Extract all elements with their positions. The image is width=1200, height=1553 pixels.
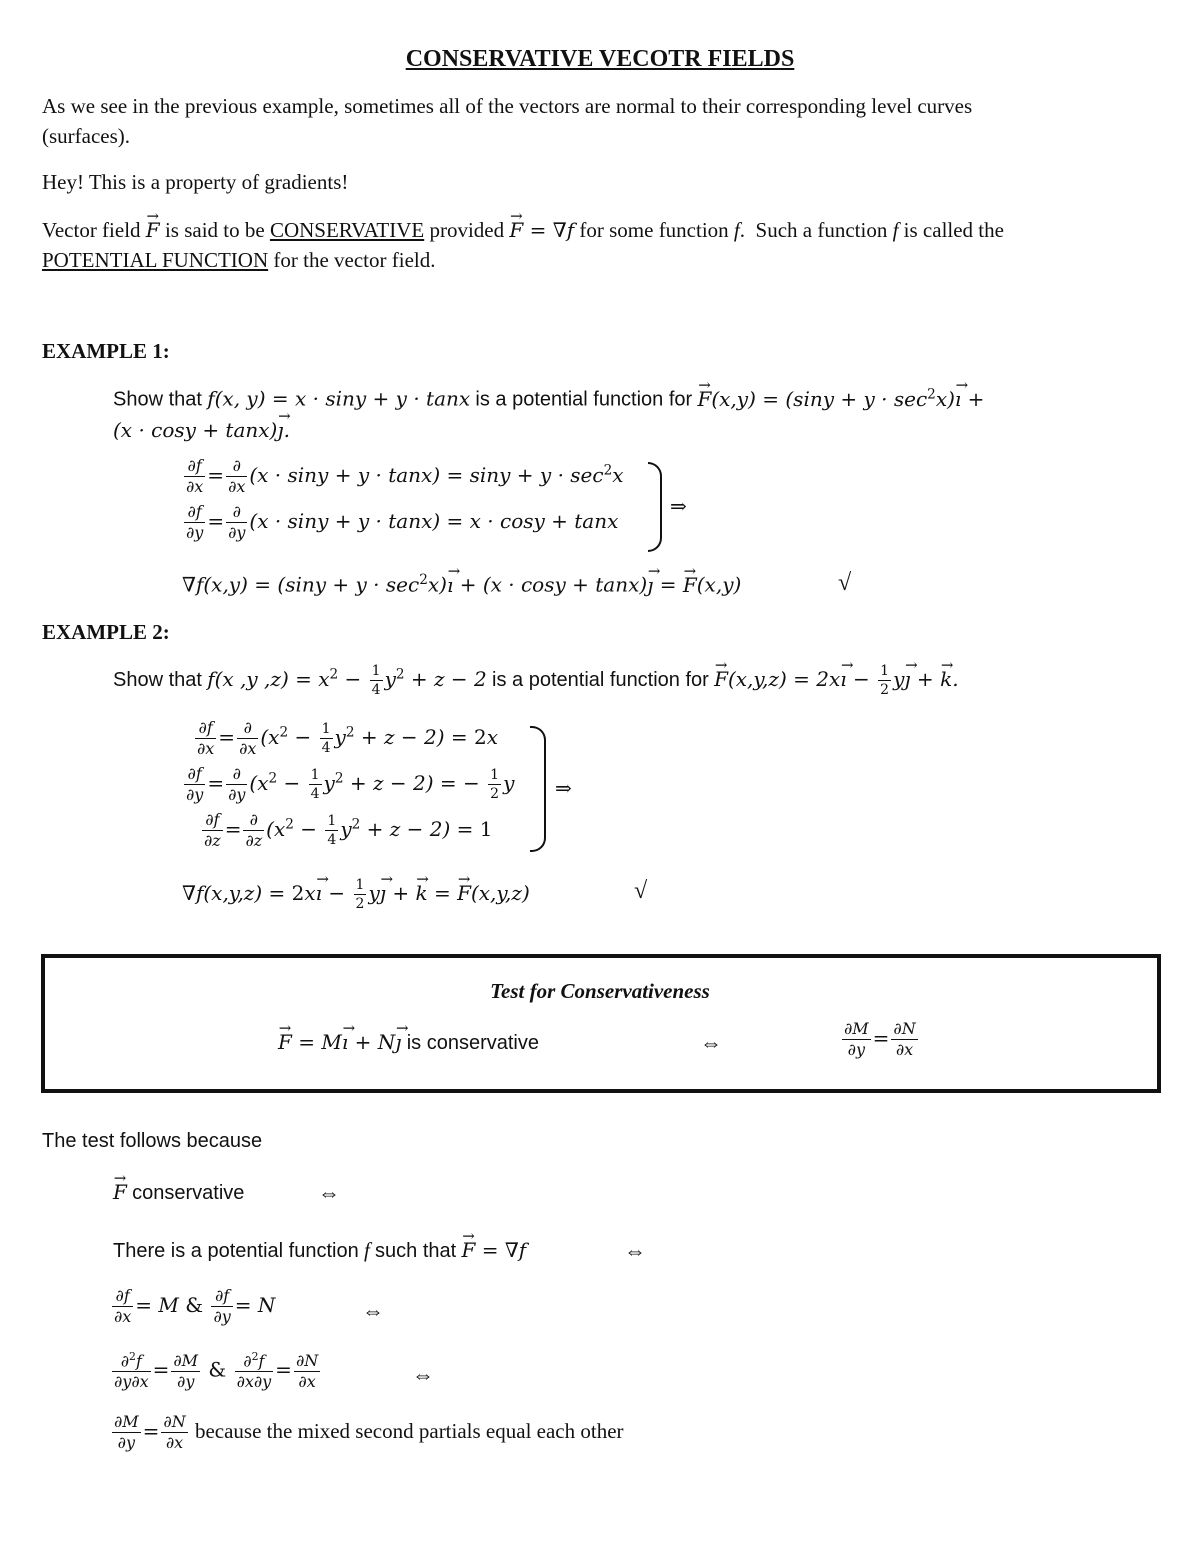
proof-iff-2: ⇔ — [624, 1238, 646, 1263]
proof-step-1: → F conservative — [113, 1180, 244, 1205]
show-that-text: Show that — [113, 669, 202, 691]
example2-heading: EXAMPLE 2: — [42, 620, 170, 644]
proof-step-3: $\frac{\partial f}{\partial x}$ = M & $\frac{\partial f}{\partial y}$ = N — [114, 1286, 276, 1326]
proof-iff-1: ⇔ — [318, 1180, 340, 1205]
is-potential-text: is a potential function for — [492, 669, 709, 691]
example1-partial-x: $\frac{\partial f}{\partial x}$ = $\frac{\partial}{\partial x}$ $(x \cdot \sin y + y \cdot \tan x) = \sin y + y \cdot \sec^2x$ — [186, 456, 624, 496]
def-text: provided — [429, 218, 505, 242]
definition-line-2 — [42, 248, 435, 273]
example1-statement: Show that f(x, y) = x · siny + y · tanx is a potential function for → $F(x,y) = (\sin y + y \cdot \sec^2x)\to$ ı + — [113, 386, 984, 412]
proof-text: There is a potential function — [113, 1240, 359, 1262]
proof-iff-3: ⇔ — [362, 1298, 384, 1323]
is-conservative-text: is conservative — [406, 1032, 539, 1054]
example2-partial-z: $\frac{\partial f}{\partial z}$ = $\frac{\partial}{\partial z}$ ($x^2$ − $\frac{1}{4}$ $y^2 + z - 2) = 1$ — [204, 810, 493, 850]
test-box-iff: ⇔ — [700, 1030, 722, 1055]
example2-gradient: ∇f(x,y,z) = 2x→ ı − $\frac{1}{2}$ y→ ȷ + → k = → F(x,y,z) — [182, 878, 530, 911]
conservative-term: CONSERVATIVE — [269, 218, 425, 242]
example1-check: √ — [838, 570, 852, 596]
hey-line: Hey! This is a property of gradients! — [42, 170, 349, 194]
proof-iff-4: ⇔ — [412, 1362, 434, 1387]
def-text: is called the — [903, 218, 1004, 242]
implies-arrow: ⇒ — [555, 778, 572, 800]
proof-step-4: $\frac{\partial^2f}{\partial y\partial x}$ = $\frac{\partial M}{\partial y}$ & $\frac{\partial^2f}{\partial x\partial y}$ = $\frac{\partial N}{\partial x}$ — [114, 1350, 319, 1392]
definition-line-1: Vector field → F is said to be CONSERVATIVE provided → F = ∇f for some function f. Such a function f is called the — [42, 218, 1004, 243]
proof-step-2: There is a potential function f such that → F = ∇f — [113, 1238, 526, 1263]
intro-line-2: (surfaces). — [42, 124, 131, 148]
proof-step-5: $\frac{\partial M}{\partial y}$ = $\frac{\partial N}{\partial x}$ because the mixed second partials equal each other — [114, 1412, 624, 1452]
example2-partial-y: $\frac{\partial f}{\partial y}$ = $\frac{\partial}{\partial y}$ ($x^2$ − $\frac{1}{4}$ $y^2 + z - 2$) = − $\frac{1}{2}$ y — [186, 764, 515, 804]
show-that-text: Show that — [113, 388, 202, 411]
implies-arrow: ⇒ — [670, 496, 687, 518]
example1-heading: EXAMPLE 1: — [42, 339, 170, 363]
test-box-condition: $\frac{\partial M}{\partial y}$ = $\frac{\partial N}{\partial x}$ — [844, 1019, 916, 1059]
example1-brace — [648, 462, 662, 552]
def-text: Such a function — [755, 218, 888, 242]
test-box-title: Test for Conservativeness — [490, 979, 710, 1003]
def-text: for some function — [579, 218, 729, 242]
example1-partial-y: $\frac{\partial f}{\partial y}$ = $\frac{\partial}{\partial y}$ (x · siny + y · tanx) = x · cosy + tanx — [186, 502, 619, 542]
example2-statement: Show that f(x ,y $,z) = x^2$ − $\frac{1}{4}$ $y^2 + z - 2$ is a potential function for → F(x,y,z) = 2x→ ı − $\frac{1}{2}$ y→ ȷ + → k. — [113, 664, 959, 697]
def-text: is said to be — [164, 218, 265, 242]
example2-brace — [530, 726, 546, 852]
page-title: CONSERVATIVE VECOTR FIELDS — [405, 46, 795, 72]
proof-text: conservative — [132, 1182, 245, 1204]
test-box — [41, 954, 1161, 1093]
intro-line-1: As we see in the previous example, sometimes all of the vectors are normal to their corresponding level curves — [42, 94, 973, 118]
example2-partial-x: $\frac{\partial f}{\partial x}$ = $\frac{\partial}{\partial x}$ ($x^2$ − $\frac{1}{4}$ $y^2 + z - 2) = 2x$ — [197, 718, 498, 758]
proof-text: such that — [375, 1240, 457, 1262]
example2-check: √ — [634, 878, 648, 904]
potential-function-term: POTENTIAL FUNCTION — [42, 248, 269, 272]
proof-text: because the mixed second partials equal each other — [194, 1419, 624, 1443]
is-potential-text: is a potential function for — [475, 388, 693, 411]
def-text: Vector field — [42, 218, 141, 242]
test-box-statement: → F = M→ ı + N→ ȷ is conservative — [278, 1030, 539, 1055]
example1-statement-cont: (x · cosy + tanx)→ ȷ. — [113, 418, 290, 442]
example1-gradient: $\nabla f(x,y) = (\sin y + y \cdot \sec^2x)\to$ ı + (x · cosy + tanx)→ ȷ = → F(x,y) — [182, 572, 741, 597]
proof-lead: The test follows because — [42, 1130, 263, 1152]
def-text: for the vector field. — [273, 248, 436, 272]
